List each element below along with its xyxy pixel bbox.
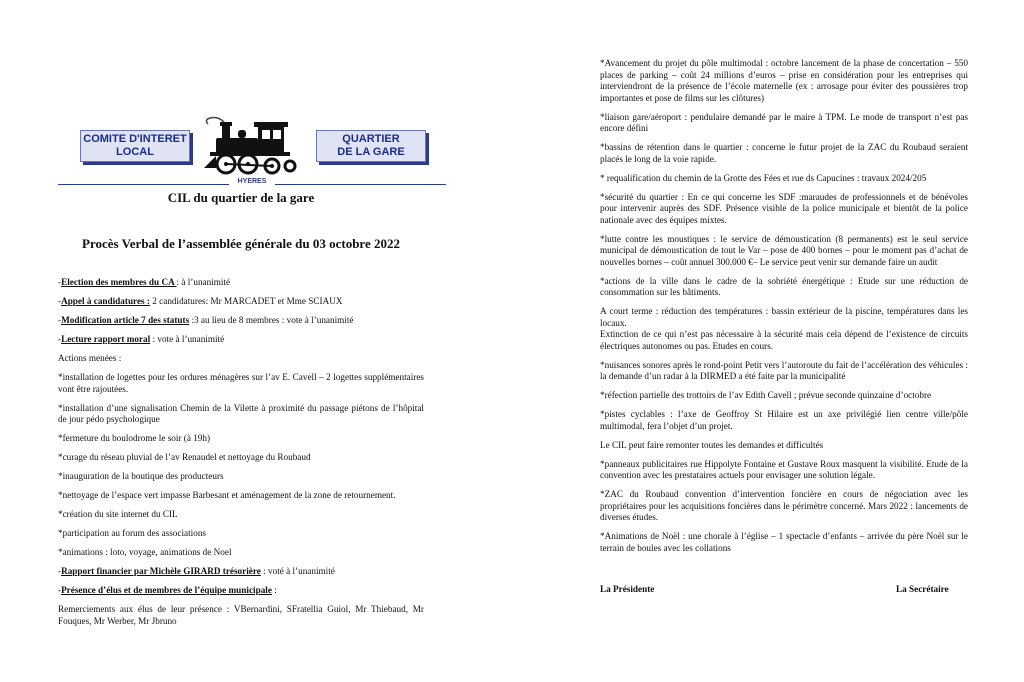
left-paragraph: Remerciements aux élus de leur présence : VBernardini, SFratellia Guiol, Mr Thiebaud, Mr Fouques, Mr Werber, Mr Jbruno [58, 604, 424, 626]
left-paragraph: Actions menées : [58, 353, 122, 363]
right-paragraph: *pistes cyclables : l’axe de Geoffroy St Hilaire est un axe privilégié lien centre ville/pôle multimodal, fera l’objet d’un projet. [600, 409, 968, 431]
logo-comite-line1: COMITE D'INTERET [83, 133, 187, 145]
left-paragraph: *inauguration de la boutique des producteurs [58, 471, 224, 481]
right-paragraph: *réfection partielle des trottoirs de l’av Edith Cavell ; prévue seconde quinzaine d’octobre [600, 390, 932, 400]
right-paragraph: *nuisances sonores après le rond-point Petit vers l’autoroute du fait de l’accélération des véhicules : la demande d’un radar à la DIRMED a été faite par la municipalité [600, 359, 968, 381]
left-paragraph: *fermeture du boulodrome le soir (à 19h) [58, 433, 211, 443]
left-column [58, 277, 424, 635]
right-column [600, 58, 968, 562]
right-paragraph: *bassins de rétention dans le quartier : concerne le futur projet de la ZAC du Roubaud seraient placés le long de la voie rapide. [600, 142, 968, 164]
right-paragraph: *ZAC du Roubaud convention d’intervention foncière en cours de négociation avec les propriétaires pour les acquisitions foncières dans le périmètre concerné. Mars 2022 : lancements de diverses études. [600, 489, 968, 522]
cil-title: CIL du quartier de la gare [167, 190, 315, 205]
left-paragraph: -Rapport financier par Michèle GIRARD trésorière : voté à l’unanimité [58, 566, 335, 576]
logo-quartier-line2: DE LA GARE [337, 146, 405, 158]
right-paragraph: *liaison gare/aéroport : pendulaire demandé par le maire à TPM. Le mode de transport n’est pas encore défini [600, 111, 968, 133]
logo-town: HYERES [229, 178, 275, 185]
locomotive-icon [204, 116, 308, 178]
right-paragraph: *panneaux publicitaires rue Hippolyte Fontaine et Gustave Roux masquent la visibilité. Etude de la convention avec les prestataires actuels pour envisager une solution légale. [600, 458, 968, 480]
left-paragraph: -Election des membres du CA : à l’unanimité [58, 277, 231, 287]
left-paragraph: *installation d’une signalisation Chemin de la Vilette à proximité du passage piétons de l’hôpital de jour pédo psychologique [58, 402, 424, 424]
logo-quartier-line1: QUARTIER [342, 133, 400, 145]
logo-comite-line2: LOCAL [116, 146, 154, 158]
left-paragraph: *curage du réseau pluvial de l’av Renaudel et nettoyage du Roubaud [58, 452, 311, 462]
right-paragraph: A court terme : réduction des températures : bassin extérieur de la piscine, températures dans les locaux. Extinction de ce qui n’est pas nécessaire à la sécurité mais cela dépend de l’existence de circuits électriques autonomes ou pas. Etudes en cours. [600, 306, 968, 351]
left-paragraph: *nettoyage de l’espace vert impasse Barbesant et aménagement de la zone de retournement. [58, 490, 396, 500]
left-paragraph: *création du site internet du CIL [58, 509, 178, 519]
left-paragraph: -Présence d’élus et de membres de l’équipe municipale : [58, 585, 277, 595]
logo-comite-box [80, 130, 190, 162]
right-paragraph: *Avancement du projet du pôle multimodal : octobre lancement de la phase de concertation – 550 places de parking – coût 24 millions d’euros – prise en considération pour les entreprises qui interviendront de la présence de l’école maternelle (ex : arrosage pour éviter des poussières trop importantes et pose de films sur les clôtures) [600, 58, 968, 103]
right-paragraph: *lutte contre les moustiques : le service de démoustication (8 permanents) est le seul service municipal de démoustication de tout le Var – pose de 400 bornes – pour le moment pas d’achat de nouvelles bornes – coût annuel 300.000 €– Le service peut venir sur demande faire un audit [600, 233, 968, 267]
left-paragraph: -Appel à candidatures : 2 candidatures: Mr MARCADET et Mme SCIAUX [58, 296, 343, 306]
left-paragraph: -Lecture rapport moral : vote à l’unanimité [58, 334, 225, 344]
pv-title: Procès Verbal de l’assemblée générale du 03 octobre 2022 [82, 236, 400, 251]
left-paragraph: *animations : loto, voyage, animations de Noel [58, 547, 232, 557]
right-paragraph: *Animations de Noël : une chorale à l’église – 1 spectacle d’enfants – arrivée du père Noël sur le terrain de boules avec les collations [600, 531, 968, 553]
right-paragraph: * requalification du chemin de la Grotte des Fées et rue ds Capucines : travaux 2024/205 [600, 172, 927, 183]
right-paragraph: *sécurité du quartier : En ce qui concerne les SDF :maraudes de professionnels et de bénévoles pour intervenir auprès des SDF. Présence visible de la police municipale et bientôt de la police nationale avec des équipes mixtes. [600, 191, 968, 225]
left-paragraph: *installation de logettes pour les ordures ménagères sur l’av E. Cavell – 2 logettes supplémentaires vont être rajoutées. [58, 372, 424, 394]
left-paragraph: -Modification article 7 des statuts :3 au lieu de 8 membres : vote à l’unanimité [58, 315, 354, 325]
right-paragraph: *actions de la ville dans le cadre de la sobriété énergétique : Etude sur une réduction de consommation sur les bâtiments. [600, 275, 968, 297]
left-paragraph: *participation au forum des associations [58, 528, 206, 538]
logo-quartier-box [316, 130, 426, 162]
signature-secretaire: La Secrétaire [896, 584, 949, 594]
signature-presidente: La Présidente [600, 584, 655, 594]
right-paragraph: Le CIL peut faire remonter toutes les demandes et difficultés [600, 439, 824, 450]
